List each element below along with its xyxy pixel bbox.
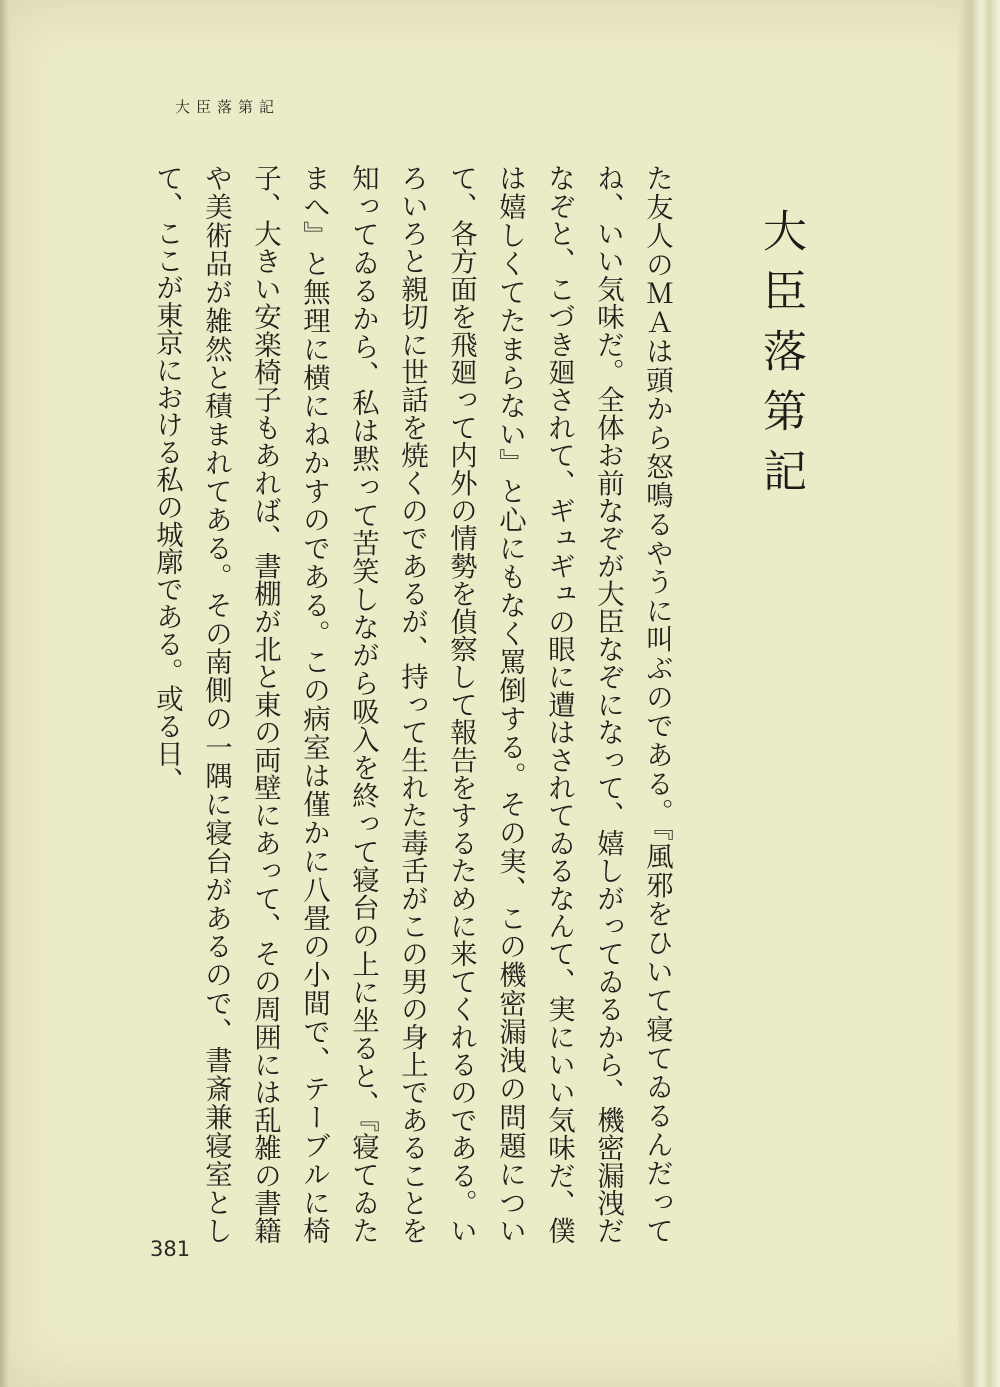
- body-text-block: [142, 164, 682, 1244]
- chapter-title: 大臣落第記: [755, 208, 806, 508]
- page-fore-edge: [958, 0, 1000, 1387]
- page-gutter-edge: [0, 0, 10, 1387]
- running-head: 大臣落第記: [175, 98, 281, 116]
- page-number: 381: [150, 1237, 191, 1261]
- body-paragraph: た友人のＭＡは頭から怒鳴るやうに叫ぶのである。『風邪をひいて寝てゐるんだってね、いい気味だ。全体お前なぞが大臣なぞになって、嬉しがってゐるから、機密漏洩だなぞと、こづき廻されて、ギュギュの眼に遭はされてゐるなんて、実にいい気味だ、僕は嬉しくてたまらない』と心にもなく罵倒する。その実、この機密漏洩の問題について、各方面を飛廻って内外の情勢を偵察して報告をするために来てくれるのである。いろいろと親切に世話を焼くのであるが、持って生れた毒舌がこの男の身上であることを知ってゐるから、私は黙って苦笑しながら吸入を終って寝台の上に坐ると、『寝てゐたまへ』と無理に横にねかすのである。この病室は僅かに八畳の小間で、テーブルに椅子、大きい安楽椅子もあれば、書棚が北と東の両壁にあって、その周囲には乱雑の書籍や美術品が雑然と積まれてある。その南側の一隅に寝台があるので、書斎兼寝室として、ここが東京における私の城廓である。或る日、: [151, 164, 672, 1244]
